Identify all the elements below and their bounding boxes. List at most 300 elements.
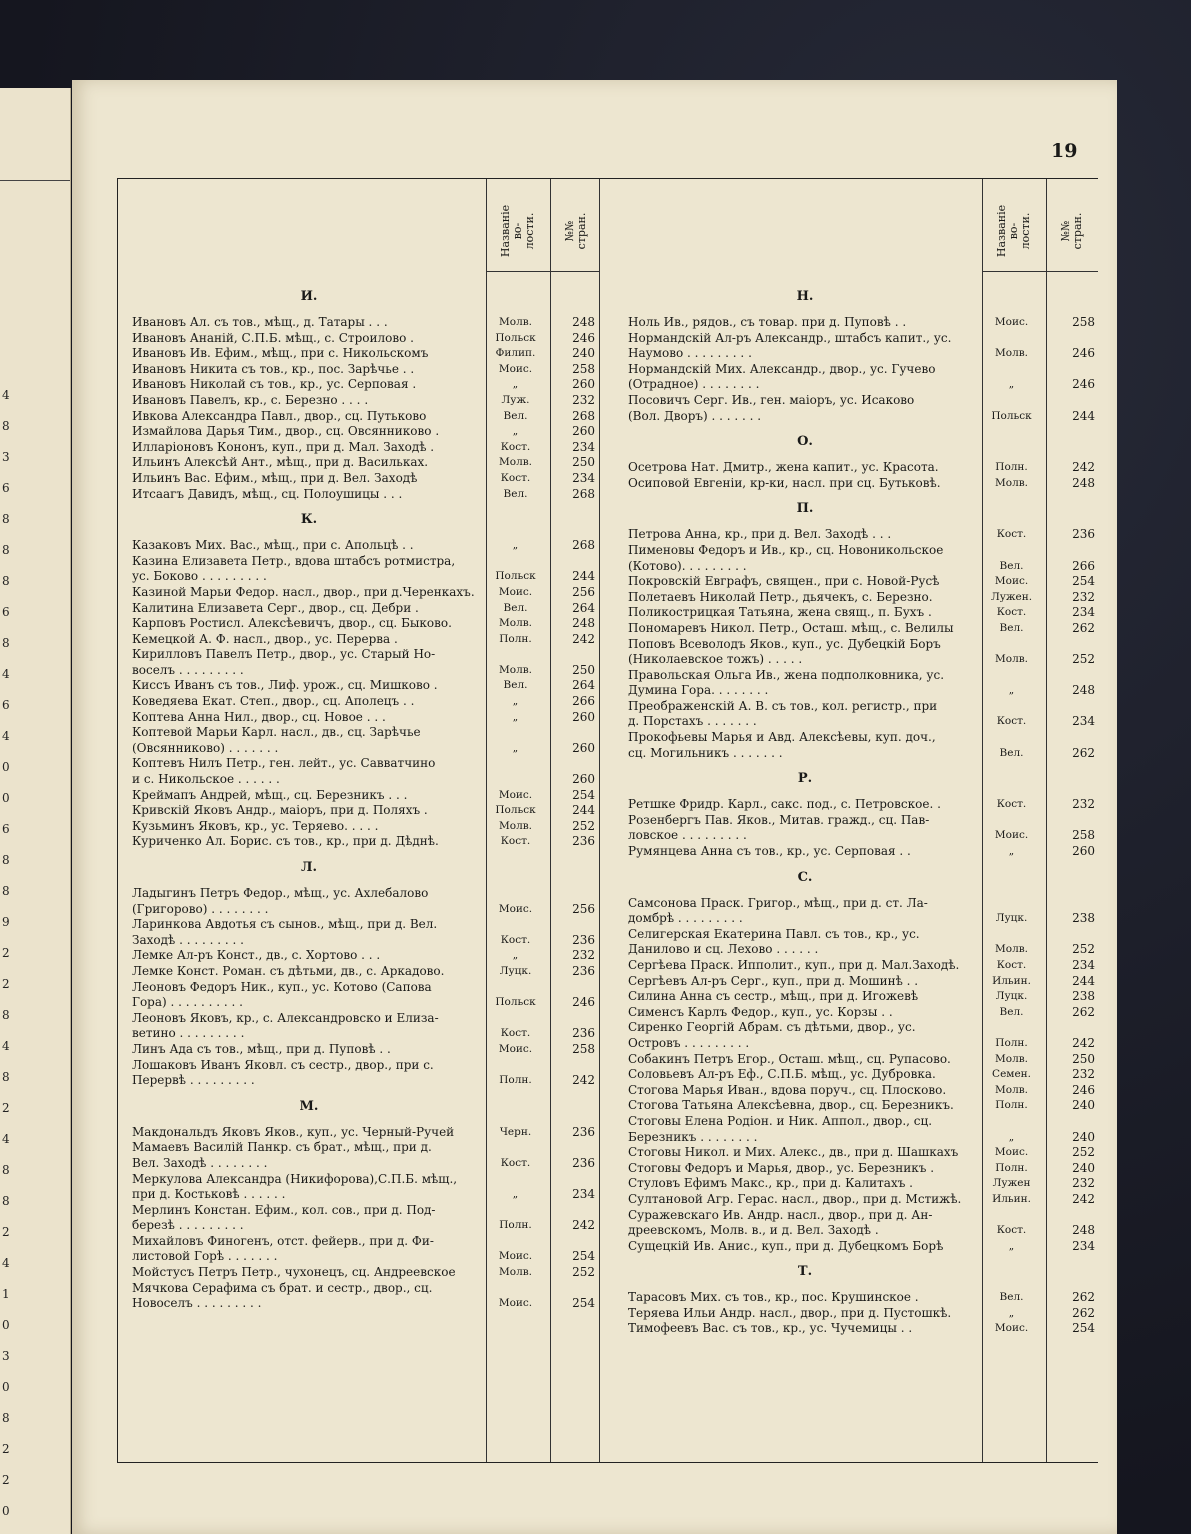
index-entry — [628, 699, 1098, 730]
entry-volost: Молв. — [499, 316, 533, 328]
entry-name: Ретшке Фридр. Карл., сакс. под., с. Петровское. . — [628, 797, 941, 812]
index-entry — [628, 476, 1098, 492]
entry-name: Сергѣева Праск. Ипполит., куп., при д. Мал.Заходѣ. — [628, 958, 960, 972]
section-letter: М. — [299, 1098, 319, 1114]
entry-name: Розенбергъ Пав. Яков., Митав. гражд., сц. Пав- ловское . . . . . . . . . — [628, 812, 930, 843]
index-entry — [628, 1114, 1098, 1145]
entry-page: 236 — [572, 963, 595, 978]
left-index-column — [132, 279, 598, 1312]
entry-volost: Полн. — [499, 1219, 532, 1232]
entry-page: 246 — [1072, 346, 1095, 361]
entry-name: Соловьевъ Ал-ръ Еф., С.П.Б. мѣщ., ус. Дубровка. — [628, 1067, 936, 1082]
entry-name: Ильинъ Алексѣй Ант., мѣщ., при д. Васильках. — [132, 455, 429, 470]
entry-volost: „ — [512, 1188, 519, 1201]
left-page-digit: 8 — [2, 1008, 10, 1022]
entry-name: Петрова Анна, кр., при д. Вел. Заходѣ . . . — [628, 527, 892, 542]
entry-page: 234 — [572, 470, 595, 485]
entry-name: Коведяева Екат. Степ., двор., сц. Аполецъ . . — [132, 694, 415, 709]
index-entry — [132, 315, 598, 331]
entry-name: Сущецкій Ив. Анис., куп., при д. Дубецкомъ Борѣ — [628, 1238, 944, 1253]
entry-page: 234 — [1072, 714, 1095, 729]
entry-page: 242 — [1072, 1035, 1095, 1050]
entry-volost: „ — [1008, 684, 1015, 697]
entry-name: Султановой Агр. Герас. насл., двор., при д. Мстижѣ. — [628, 1191, 962, 1206]
index-entry — [628, 1083, 1098, 1099]
entry-page: 248 — [1072, 683, 1095, 698]
entry-page: 268 — [572, 538, 595, 553]
left-page-digit: 2 — [2, 977, 10, 991]
left-page-digit: 8 — [2, 1411, 10, 1425]
entry-name: Илларіоновъ Кононъ, куп., при д. Мал. Заходѣ . — [132, 439, 435, 454]
header-rule — [982, 271, 1098, 272]
entry-page: 256 — [572, 901, 595, 916]
entry-volost: Моис. — [498, 362, 533, 375]
entry-volost: Полн. — [995, 1161, 1028, 1174]
left-page-digit: 3 — [2, 450, 10, 464]
index-entry — [132, 331, 598, 347]
entry-name: Прокофьевы Марья и Авд. Алексѣевы, куп. доч., сц. Могильникъ . . . . . . . — [628, 730, 936, 760]
index-entry — [628, 527, 1098, 543]
entry-volost: Молв. — [499, 617, 533, 630]
header-volost: Названіе во- лости. — [499, 204, 537, 258]
entry-page: 244 — [1072, 973, 1095, 988]
entry-volost: „ — [512, 695, 519, 708]
section-letter: Р. — [797, 771, 813, 787]
entry-volost: Вел. — [999, 1005, 1024, 1018]
entry-volost: Польск — [495, 331, 536, 344]
index-entry — [628, 1145, 1098, 1161]
entry-name: Меркулова Александра (Никифорова),С.П.Б. мѣщ., при д. Костьковѣ . . . . . . — [132, 1171, 458, 1202]
entry-volost: Кост. — [996, 606, 1027, 619]
index-entry — [132, 788, 598, 804]
entry-name: Коптевъ Нилъ Петр., ген. лейт., ус. Савватчино и с. Никольское . . . . . . — [132, 756, 436, 787]
entry-volost: Моис. — [498, 1250, 533, 1263]
entry-name: Киссъ Иванъ съ тов., Лиф. урож., сц. Мишково . — [132, 678, 438, 693]
entry-page: 240 — [1072, 1160, 1095, 1175]
entry-page: 252 — [1072, 1145, 1095, 1160]
entry-volost: Кост. — [996, 798, 1027, 811]
index-entry — [628, 989, 1098, 1005]
left-page-digit: 0 — [2, 791, 10, 805]
index-entry — [628, 1192, 1098, 1208]
entry-page: 232 — [1072, 1067, 1095, 1082]
index-entry — [628, 1321, 1098, 1337]
entry-name: Правольская Ольга Ив., жена подполковника, ус. Думина Гора. . . . . . . . — [628, 667, 945, 698]
entry-name: Тимофеевъ Вас. съ тов., кр., ус. Чучемицы . . — [628, 1321, 913, 1336]
entry-name: Калитина Елизавета Серг., двор., сц. Дебри . — [132, 600, 419, 615]
entry-name: Собакинъ Петръ Егор., Осташ. мѣщ., сц. Рупасово. — [628, 1051, 951, 1066]
entry-volost: Полн. — [499, 632, 532, 645]
left-page-digit: 2 — [2, 1225, 10, 1239]
entry-page: 258 — [572, 1041, 595, 1056]
left-page-digit: 8 — [2, 636, 10, 650]
entry-page: 250 — [572, 662, 595, 677]
index-entry — [628, 315, 1098, 331]
index-entry — [628, 1208, 1098, 1239]
index-entry — [132, 803, 598, 819]
left-page-digit: 2 — [2, 1473, 10, 1487]
index-entry — [628, 1020, 1098, 1051]
entry-name: Стуловъ Ефимъ Макс., кр., при д. Калитахъ . — [628, 1176, 913, 1191]
entry-volost: Польск — [991, 409, 1032, 422]
right-index-column — [628, 279, 1098, 1337]
left-page-digit: 0 — [2, 760, 10, 774]
entry-name: Нормандскій Ал-ръ Александр., штабсъ капит., ус. Наумово . . . . . . . . . — [628, 330, 952, 361]
entry-volost: Молв. — [995, 476, 1029, 489]
index-entry — [132, 362, 598, 378]
index-entry — [628, 730, 1098, 761]
entry-name: Селигерская Екатерина Павл. съ тов., кр., ус. Данилово и сц. Лехово . . . . . . — [628, 926, 920, 957]
entry-volost: Луцк. — [995, 990, 1028, 1003]
entry-volost: Вел. — [999, 746, 1024, 759]
entry-page: 258 — [1072, 315, 1095, 329]
entry-name: Измайлова Дарья Тим., двор., сц. Овсянниково . — [132, 424, 440, 439]
left-page-digit: 8 — [2, 419, 10, 433]
entry-name: Ноль Ив., рядов., съ товар. при д. Пуповѣ . . — [628, 315, 907, 329]
entry-name: Полетаевъ Николай Петр., дьячекъ, с. Березно. — [628, 589, 933, 604]
index-entry — [628, 574, 1098, 590]
entry-volost: „ — [512, 710, 519, 723]
entry-name: Пономаревъ Никол. Петр., Осташ. мѣщ., с. Велилы — [628, 620, 954, 635]
left-page-digit: 8 — [2, 1070, 10, 1084]
column-divider — [599, 179, 600, 1462]
entry-page: 236 — [572, 932, 595, 947]
entry-volost: Молв. — [995, 653, 1029, 666]
entry-name: Ивкова Александра Павл., двор., сц. Путьково — [132, 408, 427, 423]
entry-name: Суражевскаго Ив. Андр. насл., двор., при д. Ан- дреевскомъ, Молв. в., и д. Вел. Заходѣ . — [628, 1207, 933, 1238]
entry-page: 260 — [572, 740, 595, 755]
index-entry — [132, 1140, 598, 1171]
entry-page: 232 — [1072, 797, 1095, 812]
index-entry — [132, 678, 598, 694]
entry-page: 246 — [572, 330, 595, 345]
entry-page: 254 — [1072, 574, 1095, 589]
entry-page: 258 — [1072, 828, 1095, 843]
entry-name: Стоговы Федоръ и Марья, двор., ус. Березникъ . — [628, 1160, 935, 1175]
entry-page: 254 — [572, 1249, 595, 1264]
index-entry — [628, 668, 1098, 699]
entry-volost: Моис. — [994, 829, 1029, 842]
entry-name: Итсаагъ Давидъ, мѣщ., сц. Полоушицы . . . — [132, 486, 403, 501]
left-page-digit: 6 — [2, 605, 10, 619]
entry-volost: Кост. — [500, 1156, 531, 1169]
entry-volost: Молв. — [995, 347, 1029, 360]
entry-page: 240 — [572, 346, 595, 361]
entry-volost: Лужен. — [990, 590, 1033, 603]
entry-page: 234 — [1072, 1238, 1095, 1253]
index-entry — [628, 1239, 1098, 1255]
entry-page: 262 — [1072, 1004, 1095, 1019]
entry-page: 262 — [1072, 620, 1095, 635]
entry-name: Поликострицкая Татьяна, жена свящ., п. Бухъ . — [628, 605, 932, 620]
index-entry — [132, 1042, 598, 1058]
entry-volost: Полн. — [995, 1036, 1028, 1049]
entry-page: 262 — [1072, 745, 1095, 760]
left-page-digit: 8 — [2, 853, 10, 867]
entry-page: 260 — [572, 424, 595, 439]
entry-volost: Вел. — [503, 409, 528, 422]
index-entry — [132, 1125, 598, 1141]
index-entry — [628, 621, 1098, 637]
entry-page: 246 — [572, 995, 595, 1010]
entry-page: 262 — [1072, 1290, 1095, 1305]
entry-page: 264 — [572, 678, 595, 693]
entry-name: Посовичъ Серг. Ив., ген. маіоръ, ус. Исаково (Вол. Дворъ) . . . . . . . — [628, 392, 915, 423]
entry-name: Линъ Ада съ тов., мѣщ., при д. Пуповѣ . . — [132, 1041, 391, 1056]
entry-name: Лемке Ал-ръ Конст., дв., с. Хортово . . . — [132, 948, 381, 963]
section-letter: И. — [300, 289, 318, 304]
entry-volost: Полн. — [995, 461, 1028, 474]
entry-volost: Луж. — [501, 393, 530, 406]
entry-volost: Кост. — [500, 440, 531, 453]
entry-page: 236 — [572, 1155, 595, 1170]
entry-volost: Польск — [495, 570, 536, 583]
index-entry — [132, 424, 598, 440]
entry-name: Мойстусъ Петръ Петр., чухонецъ, сц. Андреевское — [132, 1265, 456, 1280]
entry-page: 254 — [1072, 1321, 1095, 1336]
entry-page: 252 — [572, 1265, 595, 1280]
entry-name: Кузьминъ Яковъ, кр., ус. Теряево. . . . . — [132, 818, 379, 833]
index-entry — [132, 471, 598, 487]
index-entry — [132, 756, 598, 787]
entry-page: 242 — [572, 1073, 595, 1088]
entry-name: Кривскій Яковъ Андр., маіоръ, при д. Поляхъ . — [132, 803, 428, 818]
left-page-digit: 8 — [2, 512, 10, 526]
index-entry — [628, 605, 1098, 621]
index-entry — [132, 948, 598, 964]
index-entry — [628, 1161, 1098, 1177]
entry-volost: Вел. — [999, 621, 1024, 634]
entry-page: 256 — [572, 584, 595, 599]
entry-name: Казина Елизавета Петр., вдова штабсъ ротмистра, ус. Боково . . . . . . . . . — [132, 553, 456, 584]
entry-page: 244 — [572, 569, 595, 584]
index-entry — [132, 886, 598, 917]
entry-page: 268 — [572, 486, 595, 501]
entry-name: Стогова Татьяна Алексѣевна, двор., сц. Березникъ. — [628, 1098, 954, 1113]
left-page-rule — [0, 180, 70, 181]
index-entry — [628, 460, 1098, 476]
entry-page: 260 — [1072, 844, 1095, 859]
index-entry — [132, 554, 598, 585]
entry-volost: Луцк. — [499, 964, 532, 977]
entry-page: 252 — [1072, 942, 1095, 957]
entry-volost: „ — [1008, 845, 1015, 858]
entry-volost: Филип. — [495, 347, 536, 360]
entry-name: Ильинъ Вас. Ефим., мѣщ., при д. Вел. Заходѣ — [132, 470, 418, 485]
entry-name: Мамаевъ Василій Панкр. съ брат., мѣщ., при д. Вел. Заходѣ . . . . . . . . — [132, 1140, 432, 1170]
index-entry — [628, 1176, 1098, 1192]
entry-name: Силина Анна съ сестр., мѣщ., при д. Игожевѣ — [628, 989, 919, 1004]
entry-volost: Молв. — [995, 1052, 1029, 1065]
entry-volost: Моис. — [994, 1146, 1029, 1159]
index-entry — [132, 647, 598, 678]
document-page — [72, 80, 1117, 1534]
header-page-no: №№ стран. — [563, 212, 588, 250]
entry-volost: „ — [512, 425, 519, 438]
entry-page: 266 — [572, 694, 595, 709]
entry-name: Ладыгинъ Петръ Федор., мѣщ., ус. Ахлебалово (Григорово) . . . . . . . . — [132, 886, 429, 916]
index-entry — [628, 974, 1098, 990]
entry-page: 234 — [1072, 605, 1095, 620]
entry-volost: Кост. — [996, 1224, 1027, 1237]
entry-name: Самсонова Праск. Григор., мѣщ., при д. ст. Ла- домбрѣ . . . . . . . . . — [628, 895, 928, 926]
index-entry — [132, 601, 598, 617]
left-page-digit: 9 — [2, 915, 10, 929]
index-entry — [628, 543, 1098, 574]
entry-page: 258 — [572, 361, 595, 376]
entry-name: Ивановъ Ал. съ тов., мѣщ., д. Татары . . . — [132, 315, 388, 329]
index-entry — [132, 834, 598, 850]
entry-volost: Моис. — [994, 316, 1029, 328]
entry-name: Карповъ Ростисл. Алексѣевичъ, двор., сц. Быково. — [132, 616, 452, 631]
entry-volost: Вел. — [503, 679, 528, 692]
entry-volost: Польск — [495, 996, 536, 1009]
entry-page: 254 — [572, 1296, 595, 1311]
entry-name: Стогова Марья Иван., вдова поруч., сц. Плосково. — [628, 1082, 947, 1097]
entry-name: Лошаковъ Иванъ Яковл. съ сестр., двор., при с. Перервѣ . . . . . . . . . — [132, 1057, 434, 1088]
index-entry — [132, 346, 598, 362]
entry-name: Мячкова Серафима съ брат. и сестр., двор., сц. Новоселъ . . . . . . . . . — [132, 1280, 433, 1311]
index-entry — [628, 813, 1098, 844]
entry-page: 234 — [572, 439, 595, 454]
entry-name: Леоновъ Федоръ Ник., куп., ус. Котово (Сапова Гора) . . . . . . . . . . — [132, 979, 432, 1010]
index-entry — [628, 896, 1098, 927]
entry-volost: „ — [1008, 378, 1015, 391]
entry-page: 260 — [572, 772, 595, 787]
section-letter: Т. — [797, 1264, 813, 1280]
entry-name: Сергѣевъ Ал-ръ Серг., куп., при д. Мошинѣ . . — [628, 973, 919, 988]
entry-page: 234 — [1072, 958, 1095, 972]
left-page-digit: 4 — [2, 1256, 10, 1270]
entry-page: 260 — [572, 709, 595, 724]
left-page-digit: 0 — [2, 1380, 10, 1394]
entry-name: Покровскій Евграфъ, священ., при с. Новой-Русѣ — [628, 574, 940, 589]
index-entry — [132, 725, 598, 756]
section-letter: Н. — [796, 289, 814, 304]
entry-volost: Моис. — [498, 902, 533, 915]
entry-page: 240 — [1072, 1098, 1095, 1113]
entry-page: 236 — [572, 1026, 595, 1041]
index-entry — [132, 917, 598, 948]
entry-page: 264 — [572, 600, 595, 615]
entry-name: Ивановъ Николай съ тов., кр., ус. Серповая . — [132, 377, 417, 392]
entry-page: 252 — [572, 818, 595, 833]
entry-volost: Кост. — [500, 835, 531, 848]
entry-page: 260 — [572, 377, 595, 392]
index-entry — [132, 1265, 598, 1281]
entry-name: Лемке Конст. Роман. съ дѣтьми, дв., с. Аркадово. — [132, 963, 445, 978]
entry-page: 246 — [1072, 377, 1095, 392]
entry-page: 238 — [1072, 989, 1095, 1004]
index-entry — [628, 1098, 1098, 1114]
entry-volost: Полн. — [499, 1074, 532, 1087]
index-entry — [132, 440, 598, 456]
index-entry — [628, 590, 1098, 606]
entry-name: Ивановъ Никита съ тов., кр., пос. Зарѣчье . . — [132, 361, 415, 376]
section-letter: О. — [797, 434, 813, 450]
entry-page: 232 — [572, 392, 595, 407]
index-entry — [628, 331, 1098, 362]
entry-page: 248 — [1072, 1223, 1095, 1238]
entry-volost: Кост. — [996, 715, 1027, 728]
entry-name: Кемецкой А. Ф. насл., двор., ус. Перерва . — [132, 631, 398, 646]
entry-volost: Вел. — [503, 601, 528, 614]
left-page-digit: 8 — [2, 884, 10, 898]
entry-name: Куриченко Ал. Борис. съ тов., кр., при д. Дѣднѣ. — [132, 834, 439, 849]
entry-volost: Вел. — [503, 487, 528, 500]
index-entry — [132, 632, 598, 648]
entry-page: 240 — [1072, 1129, 1095, 1144]
left-page-digit: 8 — [2, 543, 10, 557]
index-entry — [628, 1052, 1098, 1068]
index-entry — [132, 1172, 598, 1203]
page-number: 19 — [1051, 140, 1078, 162]
entry-page: 244 — [1072, 408, 1095, 423]
index-entry — [628, 1067, 1098, 1083]
left-page-digit: 4 — [2, 388, 10, 402]
index-entry — [628, 797, 1098, 813]
left-page-edge — [0, 88, 71, 1534]
section-letter: П. — [796, 501, 814, 517]
index-entry — [132, 1203, 598, 1234]
left-page-digit: 2 — [2, 1101, 10, 1115]
header-rule — [486, 271, 599, 272]
entry-volost: Кост. — [996, 528, 1027, 541]
left-page-digit: 0 — [2, 1318, 10, 1332]
left-page-digit: 8 — [2, 1163, 10, 1177]
left-page-digit: 2 — [2, 946, 10, 960]
index-entry — [132, 1058, 598, 1089]
index-table — [117, 178, 1098, 1463]
entry-page: 262 — [1072, 1305, 1095, 1320]
entry-name: Тарасовъ Мих. съ тов., кр., пос. Крушинское . — [628, 1290, 919, 1305]
entry-volost: „ — [512, 378, 519, 391]
entry-volost: Кост. — [996, 959, 1027, 971]
entry-volost: Молв. — [995, 1083, 1029, 1096]
left-page-digit: 8 — [2, 1194, 10, 1208]
index-entry — [628, 637, 1098, 668]
section-letter: С. — [797, 869, 813, 885]
index-entry — [132, 487, 598, 503]
entry-name: Преображенскій А. В. съ тов., кол. регистр., при д. Порстахъ . . . . . . . — [628, 698, 938, 729]
index-entry — [628, 1005, 1098, 1021]
left-page-digit: 8 — [2, 574, 10, 588]
entry-volost: Молв. — [995, 943, 1029, 956]
entry-volost: Полн. — [995, 1099, 1028, 1112]
entry-volost: Черн. — [499, 1125, 532, 1138]
left-page-digit: 3 — [2, 1349, 10, 1363]
entry-volost: „ — [512, 949, 519, 962]
left-page-digit: 4 — [2, 729, 10, 743]
index-entry — [132, 964, 598, 980]
index-entry — [628, 844, 1098, 860]
entry-page: 250 — [1072, 1051, 1095, 1066]
entry-volost: Кост. — [500, 1027, 531, 1040]
entry-page: 242 — [1072, 1191, 1095, 1206]
entry-name: Поповъ Всеволодъ Яков., куп., ус. Дубецкій Боръ (Николаевское тожъ) . . . . . — [628, 636, 941, 667]
entry-name: Казаковъ Мих. Вас., мѣщ., при с. Апольцѣ . . — [132, 538, 414, 553]
entry-name: Сиренко Георгій Абрам. съ дѣтьми, двор., ус. Островъ . . . . . . . . . — [628, 1020, 916, 1050]
index-entry — [132, 409, 598, 425]
index-entry — [132, 710, 598, 726]
entry-name: Осиповой Евгеніи, кр-ки, насл. при сц. Бутьковѣ. — [628, 475, 941, 490]
index-entry — [628, 393, 1098, 424]
entry-page: 242 — [1072, 460, 1095, 475]
entry-volost: Польск — [495, 804, 536, 817]
header-page-no: №№ стран. — [1059, 212, 1084, 250]
entry-volost: Лужен — [992, 1177, 1031, 1190]
entry-name: Ивановъ Павелъ, кр., с. Березно . . . . — [132, 392, 369, 407]
